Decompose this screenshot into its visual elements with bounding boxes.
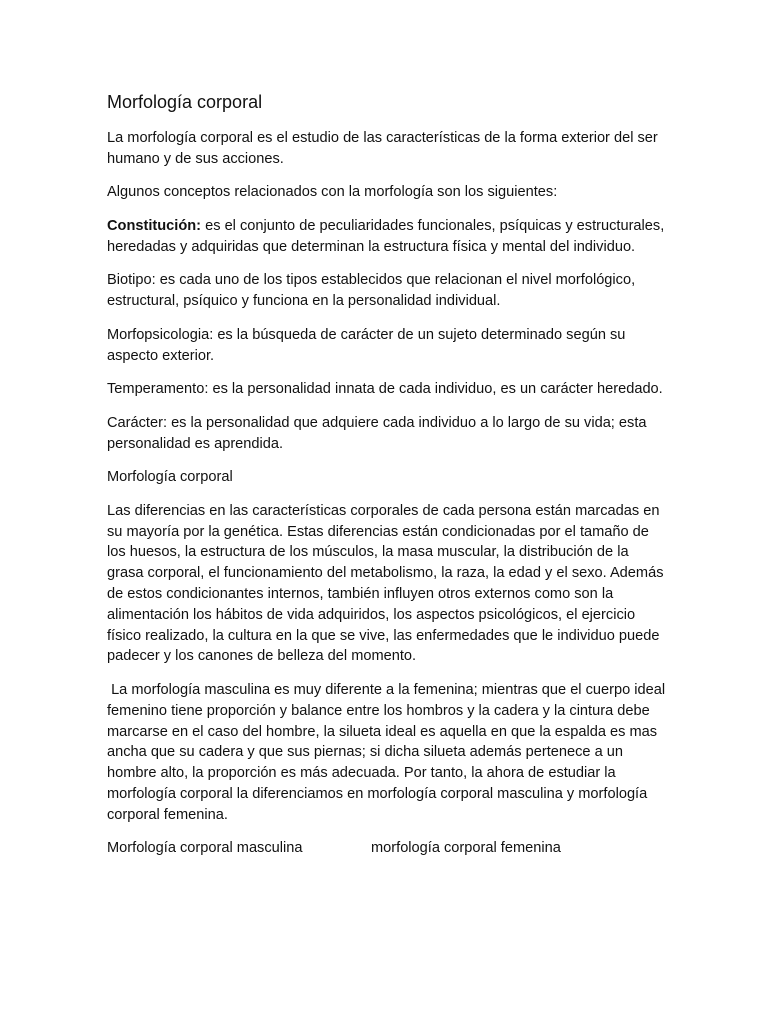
masculina-femenina-paragraph: La morfología masculina es muy diferente a la femenina; mientras que el cuerpo ideal femenino tiene proporción y balance entre los hombros y la cadera y la cintura debe marcarse en el caso del hombre, la silueta ideal es aquella en que la espalda es mas ancha que su cadera y que sus piernas; si dicha silueta además pertenece a un hombre alto, la proporción es más adecuada. Por tanto, la ahora de estudiar la morfología corporal la diferenciamos en morfología corporal masculina y morfología corporal femenina. (107, 681, 670, 823)
column-heading-femenina: morfología corporal femenina (371, 840, 561, 857)
document-page (107, 90, 670, 859)
page-title: Morfología corporal (107, 92, 263, 112)
caracter-paragraph: Carácter: es la personalidad que adquiere cada individuo a lo largo de su vida; esta personalidad es aprendida. (107, 414, 647, 452)
column-headings (107, 838, 667, 859)
column-heading-masculina: Morfología corporal masculina (107, 840, 303, 857)
constitucion-paragraph (107, 216, 667, 258)
temperamento-paragraph: Temperamento: es la personalidad innata de cada individuo, es un carácter heredado. (107, 381, 663, 398)
biotipo-paragraph: Biotipo: es cada uno de los tipos establecidos que relacionan el nivel morfológico, estructural, psíquico y funciona en la personalidad individual. (107, 272, 636, 310)
constitucion-term: Constitución: (107, 217, 202, 234)
intro-paragraph: La morfología corporal es el estudio de las características de la forma exterior del ser humano y de sus acciones. (107, 130, 658, 167)
diferencias-paragraph: Las diferencias en las características corporales de cada persona están marcadas en su mayoría por la genética. Estas diferencias están condicionadas por el tamaño de los huesos, la estructura de los músculos, la masa muscular, la distribución de la grasa corporal, el funcionamiento del metabolismo, la raza, la edad y el sexo. Además de estos condicionantes internos, también influyen otros externos como son la alimentación los hábitos de vida adquiridos, los aspectos psicológicos, el ejercicio físico realizado, la cultura en la que se vive, las enfermedades que le individuo puede padecer y los canones de belleza del momento. (107, 502, 664, 665)
concepts-intro-paragraph: Algunos conceptos relacionados con la morfología son los siguientes: (107, 184, 558, 201)
section-subheading: Morfología corporal (107, 469, 233, 486)
constitucion-text: es el conjunto de peculiaridades funcionales, psíquicas y estructurales, heredadas y adquiridas que determinan la estructura física y mental del individuo. (107, 217, 665, 255)
morfopsicologia-paragraph: Morfopsicologia: es la búsqueda de carácter de un sujeto determinado según su aspecto exterior. (107, 326, 626, 364)
